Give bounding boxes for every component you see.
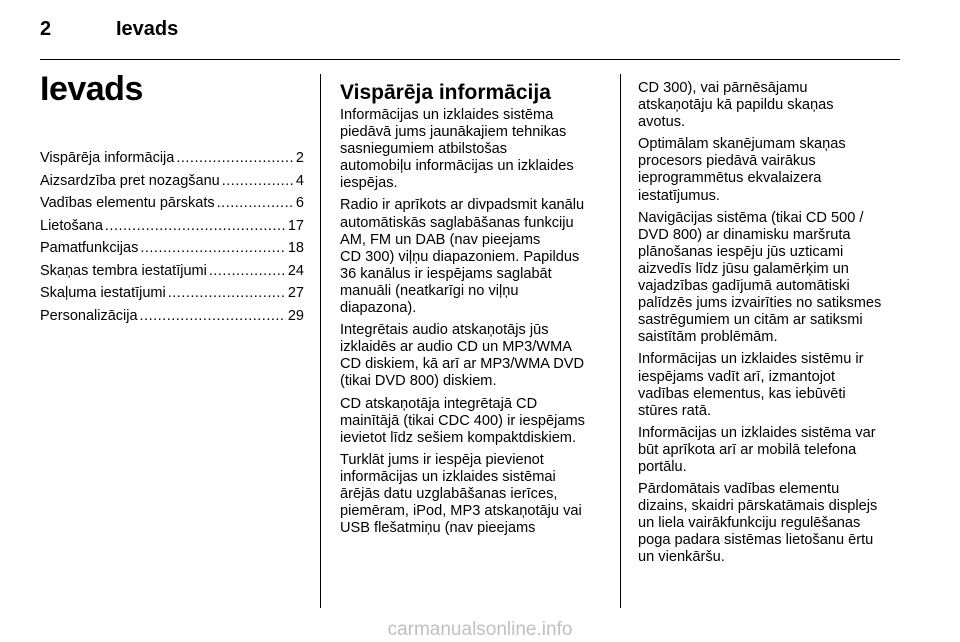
running-header-title: Ievads — [116, 18, 179, 40]
toc-entry-page: 24 — [287, 262, 304, 279]
body-column-middle — [340, 80, 608, 542]
toc-entry[interactable] — [40, 263, 304, 286]
paragraph: Turklāt jums ir iespēja pievienot informācijas un izklaides sistēmai ārējās datu uzglabāšanas ierīces, piemēram, iPod, MP3 atskaņotāju vai USB flešatmiņu (nav pieejams — [340, 451, 582, 537]
toc-entry-label: Lietošana — [40, 217, 103, 234]
toc-leader — [105, 218, 286, 234]
toc-entry-page: 2 — [295, 150, 304, 166]
paragraph: Navigācijas sistēma (tikai CD 500 / DVD 800) ar dinamisku maršruta plānošanas iespēju jūs uzticami aizvedīs līdz jūsu galamērķim un vajadzības gadījumā automātiski palīdzēs jums izvairīties no satiksmes sastrēgumiem un citām ar satiksmi saistītām problēmām. — [638, 209, 882, 346]
toc-entry-page: 29 — [287, 307, 304, 324]
toc-entry-label: Pamatfunkcijas — [40, 240, 139, 256]
toc-leader — [222, 173, 294, 189]
section-heading: Vispārēja informācija — [340, 81, 551, 104]
toc-entry-label: Skaņas tembra iestatījumi — [40, 262, 207, 279]
toc-entry-label: Personalizācija — [40, 307, 138, 324]
toc-entry[interactable] — [40, 173, 304, 196]
toc-leader — [176, 150, 294, 166]
paragraph: Informācijas un izklaides sistēma var būt aprīkota arī ar mobilā telefona portālu. — [638, 424, 876, 475]
toc-leader — [168, 285, 286, 301]
toc-leader — [140, 308, 286, 324]
toc-entry-label: Vadības elementu pārskats — [40, 195, 215, 211]
paragraph: Pārdomātais vadības elementu dizains, skaidri pārskatāmais displejs un liela vairākfunkciju regulēšanas poga padara sistēmas lietošanu ērtu un vienkāršu. — [638, 481, 878, 566]
toc-leader — [140, 240, 286, 256]
paragraph: CD 300), vai pārnēsājamu atskaņotāju kā papildu skaņas avotus. — [638, 80, 834, 131]
toc-entry[interactable] — [40, 150, 304, 173]
paragraph: Radio ir aprīkots ar divpadsmit kanālu automātiskās saglabāšanas funkciju AM, FM un DAB (nav pieejams CD 300) viļņu diapazoniem. Papildus 36 kanālus ir iespējams saglabāt manuāli (neatkarīgi no viļņu diapazona). — [340, 197, 585, 317]
paragraph: CD atskaņotāja integrētajā CD mainītājā (tikai CDC 400) ir iespējams ievietot līdz sešiem kompaktdiskiem. — [340, 395, 585, 446]
toc-entry[interactable] — [40, 285, 304, 308]
toc-entry[interactable] — [40, 218, 304, 241]
toc-entry-label: Skaļuma iestatījumi — [40, 285, 166, 301]
toc-entry[interactable] — [40, 195, 304, 218]
table-of-contents — [40, 150, 304, 330]
chapter-title: Ievads — [40, 70, 143, 108]
paragraph: Informācijas un izklaides sistēmu ir iespējams vadīt arī, izmantojot vadības elementus, kas iebūvēti stūres ratā. — [638, 351, 864, 419]
paragraph: Informācijas un izklaides sistēma piedāvā jums jaunākajiem tehnikas sasniegumiem atbilstošas automobiļu informācijas un izklaides iespējas. — [340, 107, 574, 192]
toc-entry-label: Vispārēja informācija — [40, 150, 175, 166]
toc-entry-page: 4 — [295, 172, 304, 189]
header-rule — [40, 59, 900, 60]
paragraph: Integrētais audio atskaņotājs jūs izklaidēs ar audio CD un MP3/WMA CD diskiem, kā arī ar MP3/WMA DVD (tikai DVD 800) diskiem. — [340, 322, 585, 390]
toc-leader — [217, 195, 294, 211]
column-divider-left — [320, 74, 321, 608]
page-number: 2 — [40, 18, 52, 40]
toc-entry-page: 6 — [295, 195, 304, 211]
paragraph: Optimālam skanējumam skaņas procesors piedāvā vairākus ieprogrammētus ekvalaizera iestatījumus. — [638, 136, 846, 204]
toc-entry[interactable] — [40, 308, 304, 331]
toc-leader — [209, 263, 286, 279]
toc-entry-page: 27 — [287, 285, 304, 301]
column-divider-right — [620, 74, 621, 608]
toc-entry-page: 18 — [287, 240, 304, 256]
toc-entry-page: 17 — [287, 217, 304, 234]
toc-entry[interactable] — [40, 240, 304, 263]
watermark: carmanualsonline.info — [387, 619, 573, 640]
toc-entry-label: Aizsardzība pret nozagšanu — [40, 172, 220, 189]
body-column-right — [638, 80, 902, 572]
